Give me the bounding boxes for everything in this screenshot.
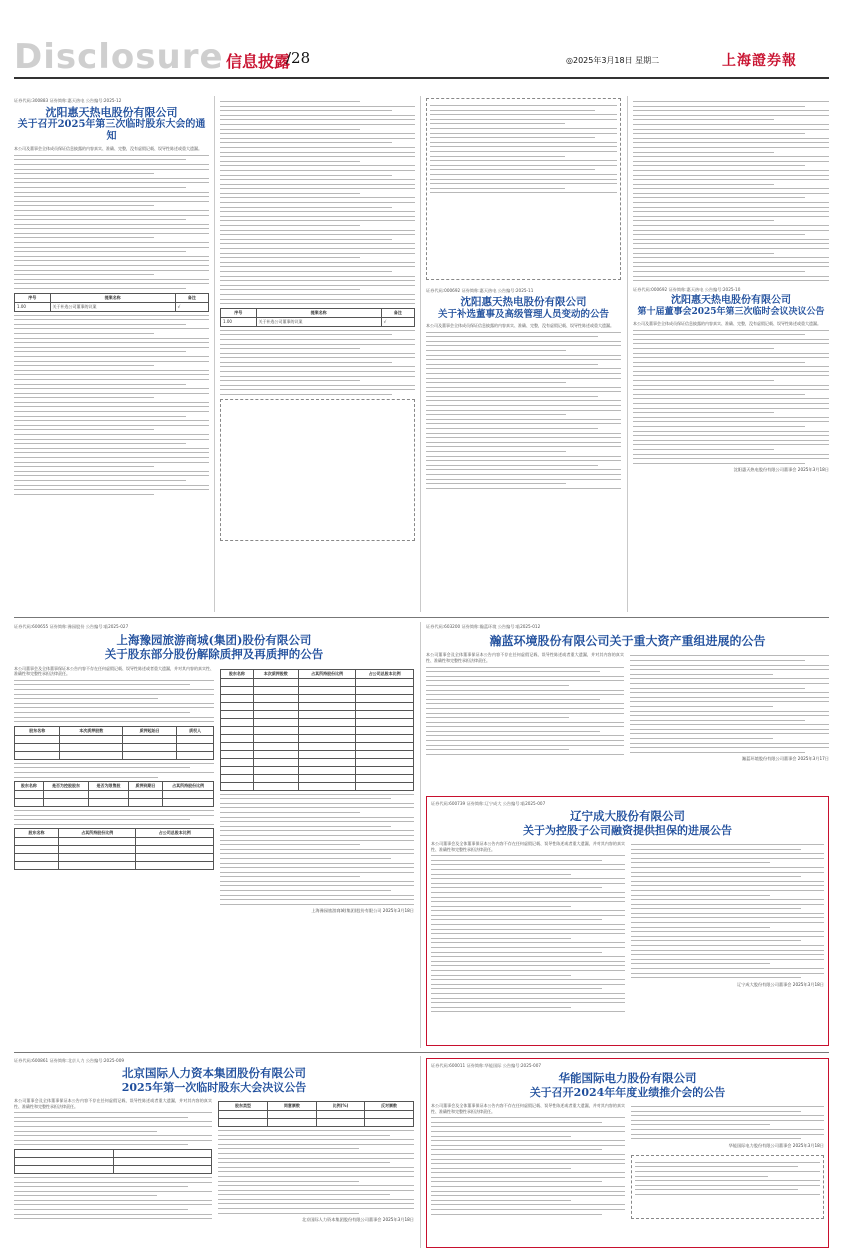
stock-code-line: 证券代码:603200 证券简称:瀚蓝环境 公告编号:临2025-012 xyxy=(426,624,541,629)
announcement-earnings-briefing xyxy=(426,1058,829,1248)
stock-code-line: 证券代码:600861 证券简称:北京人力 公告编号:2025-009 xyxy=(14,1058,125,1063)
announcement-board-resolution xyxy=(633,98,829,610)
stock-code-line: 证券代码:600011 证券简称:华能国际 公告编号:2025-007 xyxy=(431,1063,542,1068)
table-header: 比例(%) xyxy=(316,1101,364,1110)
section-divider xyxy=(14,1052,829,1053)
announcement-intro: 本公司董事会及全体董事保证本公告内容不存在任何虚假记载、误导性陈述或者重大遗漏，并对其内容的真实性、准确性和完整性承担法律责任。 xyxy=(431,1102,625,1114)
company-name: 华能国际电力股份有限公司 xyxy=(558,1071,697,1085)
table-header: 股东名称 xyxy=(15,726,60,735)
table-header: 占公司总股本比例 xyxy=(136,829,214,838)
stock-code-line: 证券代码:300883 证券简称:惠天热电 公告编号:2025-12 xyxy=(14,98,122,103)
table-cell: √ xyxy=(381,317,414,326)
company-name: 瀚蓝环境股份有限公司 xyxy=(489,634,610,648)
table-cell: 关于补选公司董事的议案 xyxy=(50,302,175,311)
section-divider xyxy=(14,617,829,618)
table-header: 占其所持股份比例 xyxy=(163,782,214,791)
announcement-shareholder-meeting-notice xyxy=(14,98,209,610)
table-header: 序号 xyxy=(221,308,257,317)
body-lines xyxy=(632,1159,823,1202)
table-header: 股东名称 xyxy=(15,829,59,838)
column-divider xyxy=(420,622,421,1048)
table-header: 股东类型 xyxy=(219,1101,268,1110)
company-name: 北京国际人力资本集团股份有限公司 xyxy=(122,1066,306,1080)
table-header: 是否为限售股 xyxy=(89,782,129,791)
attendance-table xyxy=(14,1149,212,1174)
stock-code-line: 证券代码:000692 证券简称:惠天热电 公告编号:2025-11 xyxy=(426,288,534,293)
announcement-intro: 本公司董事会及全体董事保证本公告内容不存在任何虚假记载、误导性陈述或者重大遗漏，并对其内容的真实性、准确性和完整性承担法律责任。 xyxy=(426,652,624,663)
body-lines xyxy=(633,330,829,464)
masthead-rule xyxy=(14,77,829,79)
shareholder-pledge-table xyxy=(220,669,414,791)
body-lines xyxy=(14,763,214,778)
table-header: 本次质押股数 xyxy=(60,726,123,735)
body-lines xyxy=(14,1177,212,1219)
signer: 华能国际电力股份有限公司董事会 2025年3月18日 xyxy=(728,1142,824,1148)
body-lines xyxy=(426,667,624,755)
table-header: 股东名称 xyxy=(221,669,254,678)
column-divider xyxy=(420,1056,421,1248)
signer: 北京国际人力资本集团股份有限公司董事会 2025年3月18日 xyxy=(301,1217,414,1223)
body-lines xyxy=(633,101,829,281)
body-lines xyxy=(14,810,214,825)
table-header: 提案名称 xyxy=(256,308,381,317)
masthead-word: Disclosure xyxy=(14,37,224,77)
body-lines xyxy=(431,1117,625,1214)
column-divider xyxy=(420,96,421,612)
table-header: 质押到期日 xyxy=(128,782,162,791)
announcement-subject: 关于股东部分股份解除质押及再质押的公告 xyxy=(104,646,324,661)
body-lines xyxy=(220,330,415,395)
table-header: 提案名称 xyxy=(50,293,175,302)
body-lines xyxy=(14,680,214,722)
table-header: 质权人 xyxy=(177,726,214,735)
announcement-subject: 第十届董事会2025年第三次临时会议决议公告 xyxy=(637,307,825,318)
announcement-restructuring-progress xyxy=(426,624,829,792)
table-header: 是否为控股股东 xyxy=(43,782,88,791)
announcement-subject: 关于召开2025年第三次临时股东大会的通知 xyxy=(17,119,206,143)
announcement-intro: 本公司及董事会全体成员保证信息披露的内容真实、准确、完整，没有虚假记载、误导性陈述或重大遗漏。 xyxy=(633,320,821,326)
announcement-subject: 关于召开2024年年度业绩推介会的公告 xyxy=(529,1085,726,1099)
proxy-vote-table xyxy=(220,308,415,327)
company-name: 上海豫园旅游商城(集团)股份有限公司 xyxy=(116,633,312,647)
announcement-subject: 关于为控股子公司融资提供担保的进展公告 xyxy=(523,823,732,837)
body-lines xyxy=(220,101,415,304)
body-lines xyxy=(427,102,620,200)
proposal-table xyxy=(14,293,209,312)
table-cell: √ xyxy=(175,302,208,311)
body-lines xyxy=(14,155,209,289)
body-lines xyxy=(218,1130,414,1214)
table-cell: 1.00 xyxy=(15,302,51,311)
table-cell: 1.00 xyxy=(221,317,257,326)
signer: 沈阳惠天热电股份有限公司董事会 2025年3月18日 xyxy=(733,467,829,473)
stock-code-line: 证券代码:600655 证券简称:豫园股份 公告编号:临2025-027 xyxy=(14,624,129,629)
pledge-table xyxy=(14,726,214,760)
table-header: 备注 xyxy=(175,293,208,302)
announcement-intro: 本公司董事会及全体董事保证本公告内容不存在任何虚假记载、误导性陈述或者重大遗漏，并对其内容的真实性、准确性和完整性承担法律责任。 xyxy=(431,840,625,852)
issue-date: ◎2025年3月18日 星期二 xyxy=(566,56,660,65)
page-number: /28 xyxy=(286,49,311,67)
table-header: 序号 xyxy=(15,293,51,302)
prior-announcement-continuation xyxy=(426,98,621,280)
body-lines xyxy=(220,794,414,905)
table-header: 反对票数 xyxy=(365,1101,414,1110)
body-lines xyxy=(631,844,824,978)
announcement-director-change xyxy=(426,98,621,610)
column-divider xyxy=(214,96,215,612)
signer: 辽宁成大股份有限公司董事会 2025年3月18日 xyxy=(737,981,824,987)
announcement-guarantee-progress xyxy=(426,796,829,1046)
body-lines xyxy=(14,1112,212,1145)
pledge-release-table xyxy=(14,781,214,807)
stock-code-line: 证券代码:000692 证券简称:惠天热电 公告编号:2025-10 xyxy=(633,287,741,293)
newspaper-logo: 上海證券報 xyxy=(722,53,797,69)
body-lines xyxy=(431,855,625,1012)
announcement-subject: 2025年第一次临时股东大会决议公告 xyxy=(121,1080,307,1094)
body-lines xyxy=(630,655,829,752)
table-header: 本次质押股数 xyxy=(253,669,298,678)
stock-code-line: 证券代码:600739 证券简称:辽宁成大 公告编号:临2025-007 xyxy=(431,801,546,806)
company-name: 沈阳惠天热电股份有限公司 xyxy=(45,106,178,119)
table-header: 同意票数 xyxy=(267,1101,316,1110)
body-lines xyxy=(426,332,621,489)
signer: 上海豫园旅游商城(集团)股份有限公司 2025年3月18日 xyxy=(311,908,414,914)
announcement-intro: 本公司及董事会全体成员保证信息披露的内容真实、准确、完整，没有虚假记载、误导性陈述或重大遗漏。 xyxy=(426,322,614,328)
announcement-intro: 本公司及董事会全体成员保证信息披露的内容真实、准确、完整，没有虚假记载、误导性陈述或重大遗漏。 xyxy=(14,146,202,152)
body-lines xyxy=(631,1106,824,1139)
announcement-subject: 关于补选董事及高级管理人员变动的公告 xyxy=(437,308,609,320)
announcement-share-pledge xyxy=(14,624,414,1044)
table-header: 占其所持股份比例 xyxy=(298,669,356,678)
question-form-box xyxy=(631,1155,824,1219)
tear-off-form-box xyxy=(220,399,415,541)
column-divider xyxy=(627,96,628,612)
company-name: 沈阳惠天热电股份有限公司 xyxy=(671,295,791,307)
table-header: 股东名称 xyxy=(15,782,44,791)
table-cell: 关于补选公司董事的议案 xyxy=(256,317,381,326)
announcement-intro: 本公司董事会及全体董事保证本公告内容不存在任何虚假记载、误导性陈述或者重大遗漏，并对其内容的真实性、准确性和完整性承担法律责任。 xyxy=(14,1097,212,1109)
table-header: 质押起始日 xyxy=(123,726,177,735)
announcement-headline xyxy=(426,634,829,648)
announcement-subject: 关于重大资产重组进展的公告 xyxy=(609,634,766,648)
company-name: 沈阳惠天热电股份有限公司 xyxy=(460,296,587,308)
company-name: 辽宁成大股份有限公司 xyxy=(570,809,685,823)
masthead xyxy=(0,0,843,77)
vote-result-table xyxy=(218,1101,414,1127)
table-header: 占公司总股本比例 xyxy=(356,669,414,678)
section-title: 信息披露 xyxy=(226,52,291,71)
table-header: 占其所持股份比例 xyxy=(58,829,136,838)
table-header: 备注 xyxy=(381,308,414,317)
proxy-form-continuation xyxy=(220,98,415,610)
cumulative-pledge-table xyxy=(14,828,214,870)
announcement-shareholder-resolution xyxy=(14,1058,414,1248)
body-lines xyxy=(14,315,209,495)
signer: 瀚蓝环境股份有限公司董事会 2025年3月17日 xyxy=(742,756,829,762)
announcement-intro: 本公司董事会及全体董事保证本公告内容不存在任何虚假记载、误导性陈述或者重大遗漏，并对其内容的真实性、准确性和完整性承担法律责任。 xyxy=(14,665,214,677)
